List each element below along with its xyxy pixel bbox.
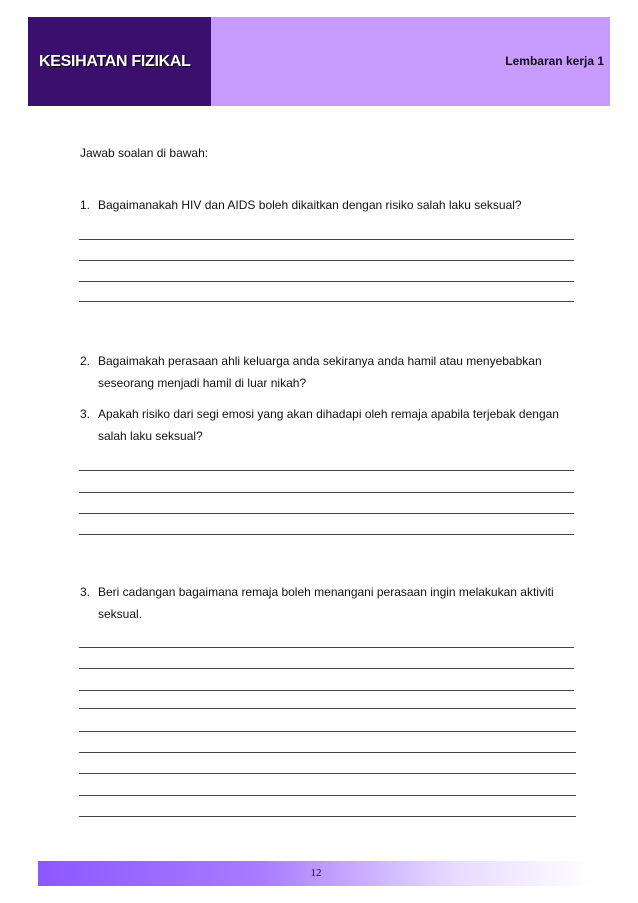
answer-line[interactable] — [79, 470, 574, 471]
question-text: Beri cadangan bagaimana remaja boleh menangani perasaan ingin melakukan aktiviti seksual. — [98, 585, 554, 621]
subject-banner — [28, 17, 211, 106]
answer-line[interactable] — [79, 795, 576, 796]
answer-line[interactable] — [79, 668, 574, 669]
answer-line[interactable] — [79, 647, 574, 648]
answer-line[interactable] — [79, 301, 574, 302]
answer-line[interactable] — [79, 239, 574, 240]
question-text: Bagaimanakah HIV dan AIDS boleh dikaitkan dengan risiko salah laku seksual? — [98, 198, 522, 212]
question-3 — [80, 403, 580, 447]
question-2 — [80, 350, 580, 394]
worksheet-label: Lembaran kerja 1 — [505, 54, 604, 68]
answer-line[interactable] — [79, 534, 574, 535]
instruction-text: Jawab soalan di bawah: — [80, 146, 209, 160]
answer-line[interactable] — [79, 731, 576, 732]
question-text: Apakah risiko dari segi emosi yang akan dihadapi oleh remaja apabila terjebak dengan salah laku seksual? — [98, 407, 559, 443]
answer-line[interactable] — [79, 492, 574, 493]
question-1 — [80, 194, 580, 216]
question-number: 3. — [80, 407, 91, 421]
question-4 — [80, 581, 580, 625]
question-number: 2. — [80, 354, 91, 368]
answer-line[interactable] — [79, 708, 576, 709]
answer-line[interactable] — [79, 816, 576, 817]
answer-line[interactable] — [79, 260, 574, 261]
answer-line[interactable] — [79, 281, 574, 282]
header-band — [211, 17, 610, 106]
answer-line[interactable] — [79, 513, 574, 514]
question-number: 3. — [80, 585, 91, 599]
answer-line[interactable] — [79, 690, 574, 691]
question-text: Bagaimakah perasaan ahli keluarga anda sekiranya anda hamil atau menyebabkan seseorang menjadi hamil di luar nikah? — [98, 354, 542, 390]
worksheet-header — [28, 17, 610, 106]
answer-line[interactable] — [79, 773, 576, 774]
question-number: 1. — [80, 198, 91, 212]
answer-line[interactable] — [79, 752, 576, 753]
page-number: 12 — [310, 867, 322, 879]
page-footer — [38, 861, 594, 886]
subject-title: KESIHATAN FIZIKAL — [39, 52, 191, 70]
